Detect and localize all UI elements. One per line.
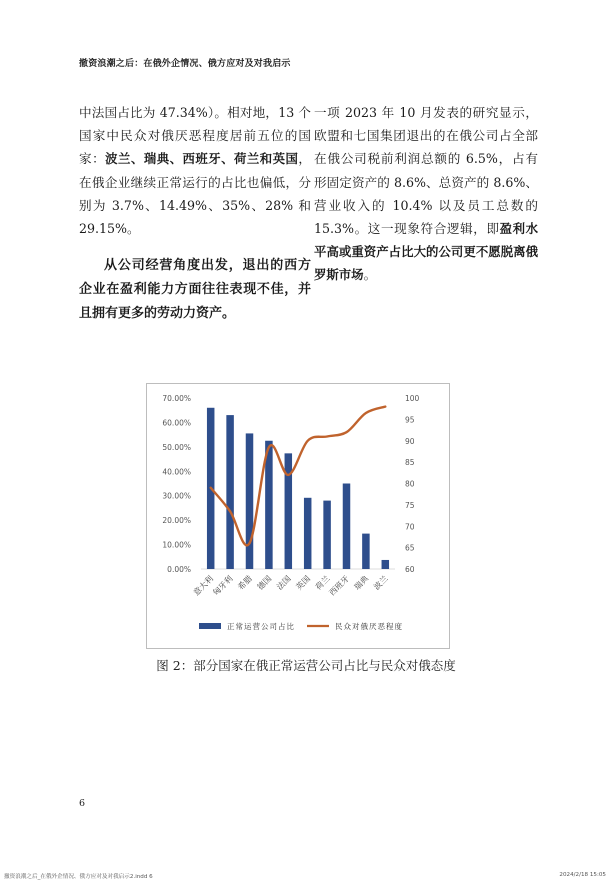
y-right-tick-label: 85 — [405, 458, 415, 468]
bar-7 — [323, 501, 331, 569]
y-left-tick-label: 10.00% — [162, 540, 191, 550]
right-p1-bold-conclusion: 盈利水平高或重资产占比大的公司更不愿脱离俄罗斯市场 — [314, 221, 538, 283]
left-p1-text-b: ，在俄企业继续正常运行的占比也偏低，分别为 3.7%、14.49%、35%、28% 和 29.15%。 — [79, 151, 312, 237]
right-paragraph-1 — [314, 101, 538, 287]
legend-bar-label: 正常运营公司占比 — [227, 622, 295, 631]
x-category-label: 瑞典 — [352, 574, 371, 592]
figure-2-chart — [146, 383, 450, 649]
y-right-tick-label: 70 — [405, 522, 415, 532]
figure-caption: 图 2：部分国家在俄正常运营公司占比与民众对俄态度 — [156, 658, 456, 673]
y-right-tick-label: 80 — [405, 479, 415, 489]
x-category-label: 波兰 — [372, 574, 390, 592]
y-right-tick-label: 60 — [405, 565, 415, 574]
right-text-column — [314, 101, 538, 287]
left-p1-text-a: 中法国占比为 47.34%）。相对地，13 个国家中民众对俄厌恶程度居前五位的国家： — [79, 105, 311, 167]
bar-9 — [362, 534, 370, 569]
legend-bar-swatch — [199, 623, 221, 629]
footer-timestamp: 2024/2/18 15:05 — [559, 872, 606, 878]
combo-chart-svg — [147, 384, 449, 648]
page-number: 6 — [79, 798, 86, 809]
bar-10 — [382, 560, 390, 569]
y-right-tick-label: 90 — [405, 436, 415, 446]
y-right-tick-label: 65 — [405, 543, 415, 553]
right-p1-text-a: 一项 2023 年 10 月发表的研究显示，欧盟和七国集团退出的在俄公司占全部在俄公司税前利润总额的 6.5%，占有形固定资产的 8.6%、总资产的 8.6%、营业收入的 10.4% 以及员工总数的 15.3%。这一现象符合逻辑，即 — [314, 105, 538, 237]
y-left-tick-label: 40.00% — [162, 467, 191, 477]
bar-2 — [226, 415, 234, 569]
right-p1-text-b: 。 — [363, 267, 377, 283]
y-right-tick-label: 95 — [405, 415, 415, 425]
left-paragraph-2-lead: 从公司经营角度出发，退出的西方企业在盈利能力方面往往表现不佳，并且拥有更多的劳动力资产。 — [79, 258, 311, 321]
y-left-tick-label: 0.00% — [167, 565, 191, 574]
legend-line-label: 民众对俄厌恶程度 — [335, 622, 403, 631]
x-category-label: 荷兰 — [313, 574, 332, 592]
bar-6 — [304, 498, 312, 569]
x-category-label: 英国 — [294, 574, 313, 592]
x-category-label: 法国 — [275, 574, 293, 592]
x-category-label: 希腊 — [236, 574, 254, 592]
x-category-label: 意大利 — [191, 574, 216, 598]
x-category-label: 西班牙 — [327, 574, 351, 598]
x-category-label: 匈牙利 — [211, 574, 235, 598]
running-header: 撤资浪潮之后：在俄外企情况、俄方应对及对我启示 — [79, 59, 291, 69]
x-category-label: 德国 — [255, 574, 274, 592]
y-left-tick-label: 70.00% — [162, 394, 191, 403]
footer-filename: 撤资浪潮之后_在俄外企情况、俄方应对及对我启示2.indd 6 — [4, 874, 153, 880]
y-right-tick-label: 75 — [405, 500, 415, 510]
print-footer — [4, 872, 606, 880]
left-p1-bold-countries: 波兰、瑞典、西班牙、荷兰和英国 — [105, 151, 299, 167]
bar-5 — [285, 453, 293, 569]
y-left-tick-label: 60.00% — [162, 418, 191, 428]
y-left-tick-label: 20.00% — [162, 516, 191, 526]
left-paragraph-1 — [79, 101, 311, 240]
line-series-hostility — [211, 407, 386, 546]
left-text-column — [79, 101, 311, 326]
bar-8 — [343, 484, 351, 570]
y-left-tick-label: 30.00% — [162, 491, 191, 501]
y-left-tick-label: 50.00% — [162, 442, 191, 452]
y-right-tick-label: 100 — [405, 394, 420, 403]
bar-3 — [246, 433, 254, 569]
